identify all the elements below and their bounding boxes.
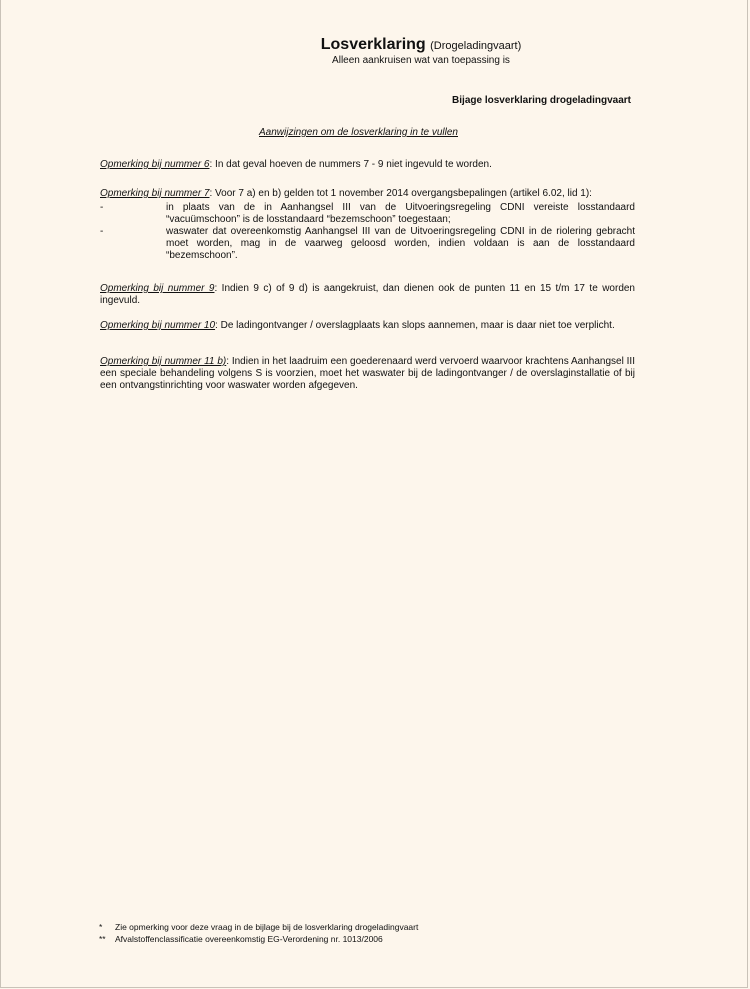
bullet-dash: - [100,202,104,213]
remark-7-bullet [100,226,635,262]
footnote [99,921,418,933]
footnote-mark: * [99,922,103,932]
annex-title: Bijage losverklaring drogeladingvaart [452,95,631,106]
remark-11b [100,356,635,392]
bullet-dash: - [100,226,104,237]
remark-9-ref: Opmerking bij nummer 9 [100,283,215,294]
remark-10-ref: Opmerking bij nummer 10 [100,320,216,331]
remark-6-text: : In dat geval hoeven de nummers 7 - 9 niet ingevuld te worden. [209,159,492,170]
remark-9-text: : Indien 9 c) of 9 d) is aangekruist, dan dienen ook de punten 11 en 15 t/m 17 te worden ingevuld. [100,283,635,306]
remark-11b-text: : Indien in het laadruim een goederenaard werd vervoerd waarvoor krachtens Aanhangsel III een speciale behandeling volgens S is voorzien, moet het waswater bij de ladingontvanger / de overslaginstallatie of bij een ontvangstinrichting voor waswater worden afgegeven. [100,356,635,391]
footnote [99,933,418,945]
remark-7-bullet [100,202,635,226]
remark-10-text: : De ladingontvanger / overslagplaats kan slops aannemen, maar is daar niet toe verplicht. [215,320,615,331]
remark-11b-ref: Opmerking bij nummer 11 b) [100,356,227,367]
document-header [231,36,611,66]
footnote-text: Afvalstoffenclassificatie overeenkomstig EG-Verordening nr. 1013/2006 [115,934,383,944]
page-subtitle: Alleen aankruisen wat van toepassing is [332,55,510,66]
page-title-suffix: (Drogeladingvaart) [430,40,522,52]
remark-7 [100,188,635,262]
remark-9 [100,283,635,307]
footnote-text: Zie opmerking voor deze vraag in de bijlage bij de losverklaring drogeladingvaart [115,922,419,932]
instructions-title: Aanwijzingen om de losverklaring in te vullen [259,127,458,138]
remark-7-ref: Opmerking bij nummer 7 [100,188,210,199]
bullet-text: waswater dat overeenkomstig Aanhangsel III van de Uitvoeringsregeling CDNI in de riolering gebracht moet worden, mag in de vaarweg geloosd worden, indien voldaan is aan de losstandaard “bezemschoon”. [166,226,635,261]
page-title: Losverklaring [320,36,426,53]
title-row [231,36,611,54]
bullet-text: in plaats van de in Aanhangsel III van de Uitvoeringsregeling CDNI vereiste losstandaard “vacuümschoon” is de losstandaard “bezemschoon” toegestaan; [166,202,635,225]
remark-10 [100,320,635,332]
footnote-mark: ** [99,934,106,944]
remark-6-ref: Opmerking bij nummer 6 [100,159,210,170]
footnotes [99,921,418,945]
remark-6 [100,159,635,171]
remark-7-text: : Voor 7 a) en b) gelden tot 1 november 2014 overgangsbepalingen (artikel 6.02, lid 1): [209,188,592,199]
